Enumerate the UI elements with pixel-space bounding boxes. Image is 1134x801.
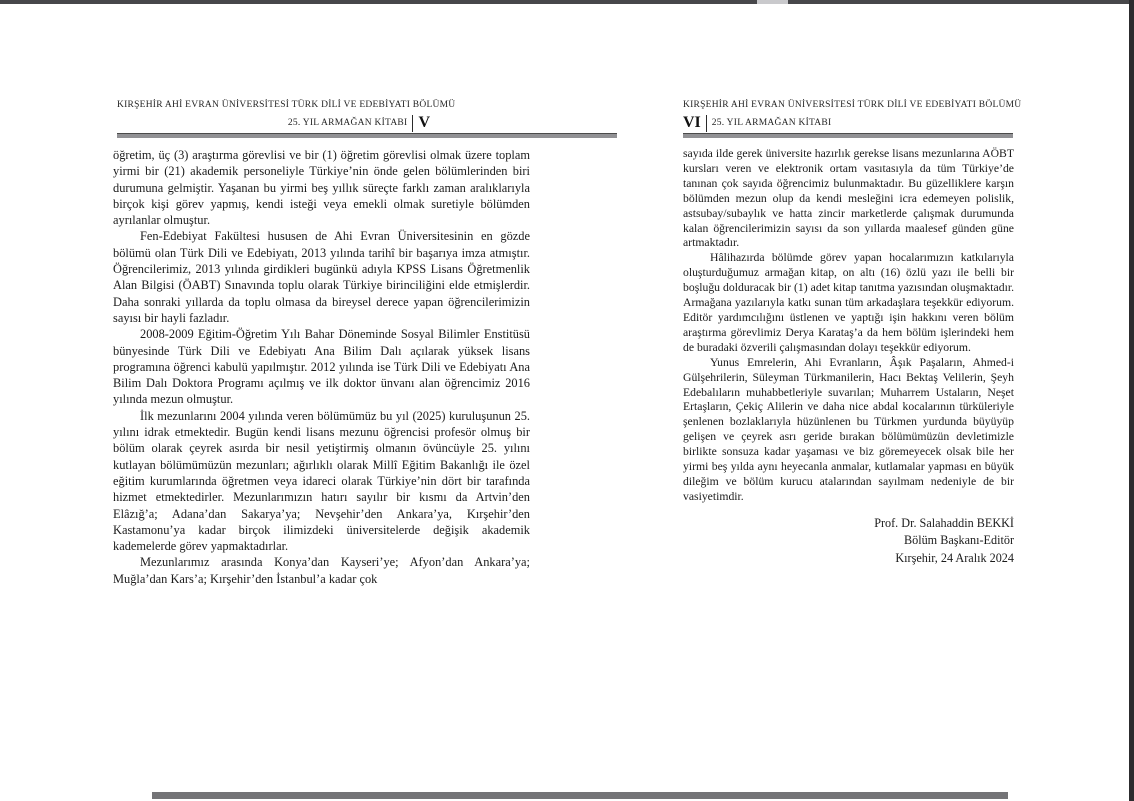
footer-rule: [152, 792, 1008, 799]
window-edge-top-right: [788, 0, 1134, 4]
paragraph: sayıda ilde gerek üniversite hazırlık gerekse lisans mezunlarına AÖBT kursları veren ve elektronik ortam vasıtasıyla da tüm Türkiye’de tanınan çok sayıda öğrencimiz bulunmaktadır. Bu güzelliklere karşın bölümden mezun olup da kendi mesleğini icra edemeyen polislik, astsubay/subaylık ve hatta zincir marketlerde çalışmak durumunda kalan öğrencilerimizin sayısı da son yıllarda maalesef günden güne artmaktadır.: [683, 147, 1014, 250]
page-number-right: VI: [683, 114, 701, 131]
signature-block: [683, 515, 1014, 568]
page-number-divider: [706, 115, 707, 132]
paragraph: Hâlihazırda bölümde görev yapan hocalarımızın katkılarıyla oluşturduğumuz armağan kitap, on altı (16) özlü yazı ile belli bir boşluğu dolduracak bir (1) adet kitap tanıtma yazısından oluşmaktadır. Armağana yazılarıyla katkı sunan tüm arkadaşlara teşekkür ediyorum. Editör yardımcılığını üstlenen ve yaptığı işin hakkını veren bölüm araştırma görevlimiz Derya Karataş’a da hem bölüm işlerindeki hem de buradaki özverili çalışmasından dolayı teşekkür ediyorum.: [683, 251, 1014, 354]
header-title: KIRŞEHİR AHİ EVRAN ÜNİVERSİTESİ TÜRK DİLİ VE EDEBİYATI BÖLÜMÜ: [683, 100, 1022, 110]
running-header-left: [117, 99, 456, 132]
paragraph: öğretim, üç (3) araştırma görevlisi ve bir (1) öğretim görevlisi olmak üzere toplam yirmi bir (21) akademik personeliyle Türkiye’nin önde gelen bölümlerinden biri durumuna gelmiştir. Yaşanan bu yirmi beş yıllık süreçte farklı zaman aralıklarıyla birçok kişi görev yapmış, kendi isteği veya emekli olmak suretiyle bölümden ayrılanlar olmuştur.: [113, 148, 530, 228]
window-edge-top-left: [0, 0, 757, 4]
header-subtitle: 25. YIL ARMAĞAN KİTABI: [711, 118, 832, 128]
header-line2-left: [117, 114, 430, 132]
paragraph: 2008-2009 Eğitim-Öğretim Yılı Bahar Döneminde Sosyal Bilimler Enstitüsü bünyesinde Türk Dili ve Edebiyatı Ana Bilim Dalı açılarak yüksek lisans programına öğrenci kabulü yapılmıştır. 2012 yılında ise Türk Dili ve Edebiyatı Ana Bilim Dalı Doktora Programı açılmış ve ilk doktor ünvanı alan öğrencimiz 2016 yılında mezun olmuştur.: [113, 327, 530, 407]
signature-place-date: Kırşehir, 24 Aralık 2024: [895, 550, 1014, 565]
body-text-left: [113, 147, 530, 587]
running-header-right: [683, 99, 1022, 132]
header-line2-right: [683, 114, 1014, 132]
body-text-right: [683, 147, 1014, 567]
window-edge-right: [1129, 0, 1134, 801]
page-number-divider: [412, 115, 413, 132]
header-rule-right: [683, 133, 1013, 138]
paragraph: İlk mezunlarını 2004 yılında veren bölümümüz bu yıl (2025) kuruluşunun 25. yılını idrak etmektedir. Bugün kendi lisans mezunu öğrencisi profesör olmuş bir bölüm olarak çeyrek asırda bir nesil yetiştirmiş olmanın övüncüyle 25. yılını kutlayan bölümümüzün mezunları; ağırlıklı olarak Millî Eğitim Bakanlığı ile özel eğitim kurumlarında öğretmen veya idareci olarak Türkiye’nin dört bir tarafında hizmet etmektedirler. Mezunlarımızın hatırı sayılır bir kısmı da Artvin’den Elâzığ’a; Adana’dan Sakarya’ya; Nevşehir’den Ankara’ya, Kırşehir’den Kastamonu’ya kadar birçok ilimizdeki üniversitelerde değişik akademik kademelerde görev yapmaktadırlar.: [113, 408, 530, 554]
signature-title: Bölüm Başkanı-Editör: [903, 533, 1014, 548]
window-edge-top-gap: [757, 0, 788, 4]
signature-name: Prof. Dr. Salahaddin BEKKİ: [874, 515, 1014, 530]
paragraph: Mezunlarımız arasında Konya’dan Kayseri’ye; Afyon’dan Ankara’ya; Muğla’dan Kars’a; Kırşehir’den İstanbul’a kadar çok: [113, 555, 530, 586]
paragraph: Fen-Edebiyat Fakültesi hususen de Ahi Evran Üniversitesinin en gözde bölümü olan Türk Dili ve Edebiyatı, 2013 yılında tarihî bir başarıya imza atmıştır. Öğrencilerimiz, 2013 yılında girdikleri bugünkü adıyla KPSS Lisans Öğretmenlik Alan Bilgisi (ÖABT) Sınavında toplu olarak Türkiye birinciliğini elde etmişlerdir. Daha sonraki yıllarda da toplu olmasa da bireysel derece yapan öğrencilerimizin sayısı bir hayli fazladır.: [113, 229, 530, 325]
page-number-left: V: [418, 114, 430, 131]
header-subtitle: 25. YIL ARMAĞAN KİTABI: [287, 118, 408, 128]
paragraph: Yunus Emrelerin, Ahi Evranların, Âşık Paşaların, Ahmed-i Gülşehrilerin, Süleyman Türkmanilerin, Hacı Bektaş Velilerin, Şeyh Edebalıların muhabbetleriyle suvarılan; Muharrem Ustaların, Neşet Ertaşların, Çekiç Alilerin ve daha nice abdal kocalarının türküleriyle şenlenen bozlaklarıyla hüzünlenen bu Türkmen yurdunda büyüyüp gelişen ve çeyrek asrı geride bırakan bölümümüzün devletimizle birlikte sonsuza kadar yaşaması ve biz göremeyecek olsak bile her yirmi beş yılda aynı heyecanla anmalar, kutlamalar yapması en büyük dileğim ve bölüm kurucu atalarından sayılmam nedeniyle de bir vasiyetimdir.: [683, 355, 1014, 503]
header-title: KIRŞEHİR AHİ EVRAN ÜNİVERSİTESİ TÜRK DİLİ VE EDEBİYATI BÖLÜMÜ: [117, 100, 456, 110]
header-rule-left: [117, 133, 617, 138]
